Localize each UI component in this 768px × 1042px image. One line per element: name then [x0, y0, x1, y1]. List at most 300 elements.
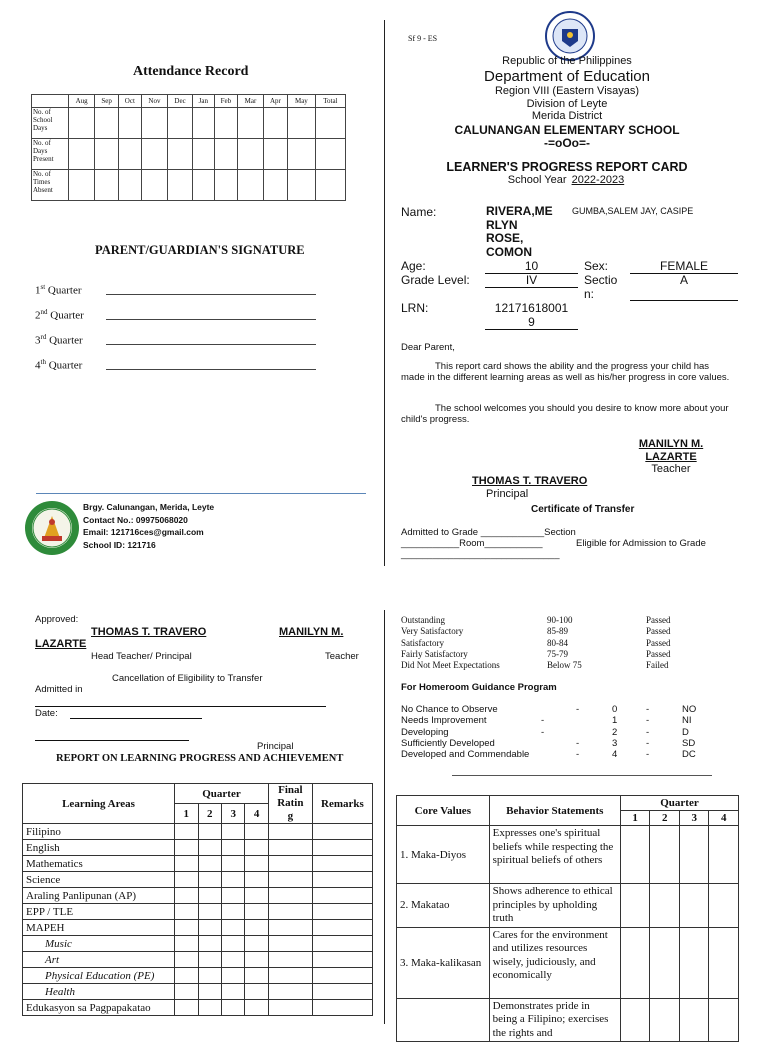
principal-label: Principal [257, 741, 294, 752]
attendance-row [32, 108, 346, 139]
attendance-cell [288, 108, 316, 139]
attendance-cell [214, 139, 238, 170]
school-id: School ID: 121716 [83, 539, 156, 550]
learner-name-line: COMON [486, 244, 532, 259]
lp-grade-cell [175, 984, 198, 1000]
lp-grade-cell [198, 904, 221, 920]
lp-quarter-header: 2 [198, 804, 221, 824]
lp-grade-cell [312, 904, 372, 920]
cv-col-quarter: Quarter [620, 796, 738, 811]
signature-line [106, 344, 316, 345]
cv-rating-cell [620, 884, 650, 928]
lp-grade-cell [268, 856, 312, 872]
lp-grade-cell [198, 920, 221, 936]
ornament: -=oOo=- [543, 135, 590, 150]
cv-rating-cell [620, 998, 650, 1042]
certificate-eligible: Eligible for Admission to Grade [576, 538, 706, 549]
grading-range: 90-100 [547, 615, 573, 625]
attendance-cell [263, 108, 287, 139]
lp-subject-name: Health [23, 984, 175, 1000]
attendance-cell [288, 170, 316, 201]
quarter-suffix: rd [40, 333, 47, 341]
district-text: Merida District [531, 110, 603, 122]
lp-grade-cell [175, 824, 198, 840]
republic-text: Republic of the Philippines [502, 55, 632, 67]
lp-grade-cell [245, 888, 268, 904]
attendance-cell [95, 170, 119, 201]
cv-behavior-statement: Shows adherence to ethical principles by upholding truth [489, 884, 620, 928]
homeroom-row [401, 738, 721, 749]
signature-quarter-label [35, 308, 103, 322]
certificate-title: Certificate of Transfer [531, 504, 635, 515]
lp-grade-cell [245, 952, 268, 968]
lp-grade-cell [221, 984, 244, 1000]
quarter-suffix: st [40, 283, 46, 291]
cv-rating-cell [679, 998, 709, 1042]
grading-scale-range [547, 615, 582, 671]
attendance-cell [69, 139, 95, 170]
attendance-month-header: Oct [118, 95, 141, 108]
quarter-suffix: th [40, 358, 46, 366]
lp-grade-cell [198, 952, 221, 968]
cv-rating-cell [620, 826, 650, 884]
cv-core-value [397, 998, 490, 1042]
principal-role: Principal [486, 488, 529, 500]
grade-value: IV [485, 273, 578, 288]
homeroom-title: For Homeroom Guidance Program [401, 682, 557, 693]
grading-range: Below 75 [547, 660, 582, 671]
form-code: Sf 9 - ES [408, 34, 438, 43]
homeroom-code: NO [682, 704, 697, 715]
lp-subject-row [23, 952, 373, 968]
name-label: Name: [401, 205, 437, 219]
homeroom-descriptor: Needs Improvement [401, 715, 487, 727]
lp-subject-row [23, 840, 373, 856]
lrn-label: LRN: [401, 301, 429, 315]
attendance-month-header: Aug [69, 95, 95, 108]
section-value: A [679, 273, 688, 287]
attendance-cell [238, 139, 264, 170]
lp-grade-cell [312, 856, 372, 872]
attendance-cell [168, 170, 193, 201]
age-value: 10 [485, 259, 578, 274]
attendance-cell [141, 108, 167, 139]
cv-rating-cell [709, 826, 739, 884]
cv-quarter-header: 1 [620, 811, 650, 826]
section-underline [630, 300, 738, 301]
lp-grade-cell [198, 840, 221, 856]
lp-grade-cell [175, 840, 198, 856]
teacher-name-line: MANILYN M. [638, 438, 704, 450]
attendance-cell [193, 108, 215, 139]
region-text: Region VIII (Eastern Visayas) [494, 85, 640, 97]
teacher-signature [620, 438, 722, 476]
attendance-month-header: Mar [238, 95, 264, 108]
lp-subject-name: Mathematics [23, 856, 175, 872]
lp-final-line: Ratin [277, 797, 304, 809]
cv-rating-cell [620, 927, 650, 998]
learning-progress-title: REPORT ON LEARNING PROGRESS AND ACHIEVEMENT [56, 753, 344, 764]
lp-subject-name: English [23, 840, 175, 856]
cv-row [397, 998, 739, 1042]
grading-scale-remark [646, 615, 671, 671]
homeroom-row [401, 715, 721, 726]
lp-grade-cell [245, 936, 268, 952]
teacher-role: Teacher [651, 463, 691, 475]
cv-core-value: 3. Maka-kalikasan [397, 927, 490, 998]
certificate-admitted: Admitted to Grade ____________Section [401, 527, 576, 538]
attendance-cell [315, 139, 345, 170]
attendance-cell [118, 170, 141, 201]
core-values-table [396, 795, 739, 1042]
lp-quarter-header: 1 [175, 804, 198, 824]
learner-name-overlay: GUMBA,SALEM JAY, CASIPE [572, 206, 694, 216]
lp-grade-cell [175, 888, 198, 904]
signature-line [106, 369, 316, 370]
lp-subject-row [23, 968, 373, 984]
cv-rating-cell [709, 927, 739, 998]
card-title: LEARNER'S PROGRESS REPORT CARD [446, 159, 688, 174]
lp-grade-cell [312, 920, 372, 936]
homeroom-descriptor: Sufficiently Developed [401, 737, 495, 749]
lp-col-quarter: Quarter [175, 784, 269, 804]
lp-grade-cell [312, 968, 372, 984]
attendance-month-header: Total [315, 95, 345, 108]
lp-grade-cell [245, 968, 268, 984]
attendance-cell [214, 170, 238, 201]
section-label-line: Sectio [584, 273, 618, 287]
lp-grade-cell [268, 840, 312, 856]
lp-grade-cell [175, 952, 198, 968]
lp-grade-cell [245, 856, 268, 872]
lp-subject-row [23, 824, 373, 840]
attendance-cell [69, 108, 95, 139]
attendance-row [32, 170, 346, 201]
sex-value: FEMALE [630, 259, 738, 274]
grading-descriptor: Did Not Meet Expectations [401, 660, 500, 671]
attendance-cell [118, 108, 141, 139]
lp-grade-cell [245, 920, 268, 936]
cv-rating-cell [709, 884, 739, 928]
lp-grade-cell [268, 888, 312, 904]
signature-line [106, 294, 316, 295]
certificate-room: ___________Room___________ [401, 538, 543, 549]
grading-range: 85-89 [547, 626, 568, 637]
lp-grade-cell [312, 824, 372, 840]
lp-grade-cell [175, 856, 198, 872]
deped-seal [545, 11, 595, 61]
quarter-number: 4 [35, 359, 41, 372]
lp-grade-cell [312, 984, 372, 1000]
attendance-corner [32, 95, 69, 108]
attendance-cell [141, 170, 167, 201]
school-name: CALUNANGAN ELEMENTARY SCHOOL [454, 122, 680, 137]
lp-subject-row [23, 920, 373, 936]
signature-quarter-label [35, 333, 103, 347]
school-address: Brgy. Calunangan, Merida, Leyte [83, 502, 215, 512]
lp-grade-cell [221, 920, 244, 936]
page-divider-top [384, 20, 385, 566]
admitted-in-line [35, 706, 326, 707]
lp-grade-cell [175, 920, 198, 936]
lp-col-area: Learning Areas [23, 784, 175, 824]
attendance-month-header: Sep [95, 95, 119, 108]
cv-quarter-header: 3 [679, 811, 709, 826]
lp-col-remarks: Remarks [312, 784, 372, 824]
lp-grade-cell [245, 984, 268, 1000]
lp-subject-row [23, 984, 373, 1000]
cv-rating-cell [650, 884, 680, 928]
attendance-month-header: Feb [214, 95, 238, 108]
cv-quarter-header: 4 [709, 811, 739, 826]
attendance-month-header: May [288, 95, 316, 108]
lp-subject-name: Filipino [23, 824, 175, 840]
lp-grade-cell [221, 1000, 244, 1016]
lp-header-row-1 [23, 784, 373, 804]
school-seal [24, 500, 80, 556]
signature-quarter-label [35, 283, 103, 297]
lp-quarter-header: 3 [221, 804, 244, 824]
school-header [397, 55, 737, 187]
lp-grade-cell [245, 872, 268, 888]
grade-label: Grade Level: [401, 273, 470, 287]
lp-grade-cell [312, 1000, 372, 1016]
grading-descriptor: Outstanding [401, 615, 445, 625]
grading-remark: Passed [646, 637, 671, 648]
lp-grade-cell [221, 872, 244, 888]
cv-col-core: Core Values [397, 796, 490, 826]
homeroom-value: 4 [612, 749, 618, 761]
school-year-line [397, 174, 737, 187]
quarter-word: Quarter [50, 309, 84, 322]
lp-grade-cell [268, 968, 312, 984]
lp-grade-cell [221, 888, 244, 904]
homeroom-scale [401, 704, 721, 760]
attendance-cell [288, 139, 316, 170]
grading-descriptor: Very Satisfactory [401, 626, 464, 637]
quarter-word: Quarter [47, 284, 82, 297]
signature-quarter-row [35, 283, 103, 297]
certificate-blank: ______________________________ [401, 549, 560, 560]
lp-grade-cell [245, 824, 268, 840]
lp-grade-cell [221, 904, 244, 920]
signature-quarter-row [35, 308, 103, 322]
lp-grade-cell [198, 856, 221, 872]
lp-subject-row [23, 872, 373, 888]
quarter-word: Quarter [49, 334, 83, 347]
homeroom-code: SD [682, 737, 696, 749]
lp-grade-cell [221, 840, 244, 856]
attendance-cell [69, 170, 95, 201]
attendance-cell [118, 139, 141, 170]
homeroom-row [401, 704, 721, 715]
homeroom-dash: - [646, 704, 650, 715]
principal-sign-line [35, 740, 189, 741]
homeroom-descriptor: Developing [401, 726, 449, 738]
lp-grade-cell [175, 872, 198, 888]
homeroom-value: 3 [612, 737, 618, 749]
school-contact-block [83, 501, 214, 551]
lp-subject-row [23, 888, 373, 904]
letter-paragraph-1: This report card shows the ability and the progress your child has made in the different learning areas as well as his/her progress in core values. [401, 361, 730, 384]
section-label [584, 273, 617, 301]
homeroom-descriptor: Developed and Commendable [401, 749, 530, 761]
page-divider-bottom [384, 610, 385, 1024]
principal-name: THOMAS T. TRAVERO [472, 475, 588, 487]
date-line [70, 718, 202, 719]
grading-descriptor: Fairly Satisfactory [401, 648, 468, 659]
cv-rating-cell [679, 884, 709, 928]
signature-quarter-row [35, 333, 103, 347]
lp-grade-cell [198, 888, 221, 904]
homeroom-dash: - [576, 737, 580, 749]
homeroom-row [401, 727, 721, 738]
attendance-title: Attendance Record [133, 64, 249, 79]
homeroom-dash: - [646, 749, 650, 761]
lp-grade-cell [198, 968, 221, 984]
homeroom-code: DC [682, 749, 696, 761]
quarter-number: 3 [35, 334, 41, 347]
quarter-suffix: nd [40, 308, 48, 316]
learner-name-line: ROSE, [486, 231, 524, 245]
cv-row [397, 927, 739, 998]
age-label: Age: [401, 259, 426, 273]
lp-grade-cell [198, 824, 221, 840]
attendance-row-label: No. of Days Present [32, 139, 69, 170]
attendance-cell [95, 108, 119, 139]
cv-core-value: 2. Makatao [397, 884, 490, 928]
attendance-month-header: Dec [168, 95, 193, 108]
lp-grade-cell [268, 920, 312, 936]
attendance-table [31, 94, 346, 201]
date-label: Date: [35, 708, 58, 719]
lp-subject-name: Music [23, 936, 175, 952]
lp-final-line: g [287, 810, 294, 822]
grading-range: 80-84 [547, 637, 568, 648]
signature-line [106, 319, 316, 320]
lp-grade-cell [312, 936, 372, 952]
attendance-cell [315, 108, 345, 139]
divider-line [36, 493, 366, 494]
lp-grade-cell [221, 856, 244, 872]
attendance-cell [238, 170, 264, 201]
lp-subject-row [23, 1000, 373, 1016]
lp-grade-cell [312, 952, 372, 968]
cv-rating-cell [650, 998, 680, 1042]
lp-grade-cell [268, 872, 312, 888]
homeroom-row [401, 749, 721, 760]
lp-subject-row [23, 856, 373, 872]
homeroom-dash: - [576, 749, 580, 761]
attendance-cell [263, 139, 287, 170]
approval-teacher-name-2: LAZARTE [35, 638, 87, 650]
homeroom-dash: - [646, 715, 650, 727]
lp-subject-name: Araling Panlipunan (AP) [23, 888, 175, 904]
division-text: Division of Leyte [526, 97, 608, 110]
quarter-number: 1 [35, 284, 41, 297]
lp-grade-cell [198, 984, 221, 1000]
lp-grade-cell [268, 824, 312, 840]
lp-grade-cell [245, 840, 268, 856]
school-contact: Contact No.: 09975068020 [83, 514, 188, 525]
approval-teacher-name-1: MANILYN M. [279, 626, 344, 638]
learner-name-line: RLYN [486, 217, 518, 232]
department-text: Department of Education [484, 68, 650, 85]
school-year-label: School Year [507, 173, 567, 186]
school-email: Email: 121716ces@gmail.com [83, 527, 204, 537]
attendance-cell [238, 108, 264, 139]
approval-principal-name: THOMAS T. TRAVERO [91, 626, 207, 638]
lp-grade-cell [312, 872, 372, 888]
lp-subject-name: Physical Education (PE) [23, 968, 175, 984]
cv-rating-cell [650, 927, 680, 998]
quarter-number: 2 [35, 309, 41, 322]
cv-behavior-statement: Expresses one's spiritual beliefs while respecting the spiritual beliefs of others [489, 826, 620, 884]
cancellation-title: Cancellation of Eligibility to Transfer [112, 673, 263, 684]
lp-subject-row [23, 936, 373, 952]
attendance-cell [95, 139, 119, 170]
lrn-value [485, 301, 578, 330]
lp-grade-cell [175, 904, 198, 920]
cv-behavior-statement: Cares for the environment and utilizes resources wisely, judiciously, and economically [489, 927, 620, 998]
learner-name-line: RIVERA,ME [486, 204, 553, 218]
attendance-cell [263, 170, 287, 201]
lp-col-final [268, 784, 312, 824]
lp-grade-cell [198, 1000, 221, 1016]
cv-rating-cell [679, 927, 709, 998]
hidden-heading-line [452, 775, 712, 776]
lrn-line: 9 [528, 315, 535, 329]
approval-teacher-role: Teacher [325, 651, 359, 662]
grading-remark: Passed [646, 615, 671, 625]
attendance-month-header: Jan [193, 95, 215, 108]
lp-grade-cell [221, 936, 244, 952]
lp-grade-cell [175, 968, 198, 984]
grading-remark: Passed [646, 648, 671, 659]
homeroom-dash: - [576, 704, 580, 715]
cv-rating-cell [679, 826, 709, 884]
lp-subject-name: Art [23, 952, 175, 968]
attendance-month-header: Nov [141, 95, 167, 108]
lp-grade-cell [245, 1000, 268, 1016]
letter-paragraph-2: The school welcomes you should you desire to know more about your child's progress. [401, 403, 729, 426]
grading-remark: Failed [646, 660, 669, 671]
grading-descriptor: Satisfactory [401, 637, 444, 648]
lp-subject-name: EPP / TLE [23, 904, 175, 920]
grading-scale-desc [401, 615, 500, 671]
lp-grade-cell [198, 936, 221, 952]
lp-grade-cell [312, 888, 372, 904]
attendance-row-label: No. of School Days [32, 108, 69, 139]
cv-row [397, 826, 739, 884]
cv-header-row-1 [397, 796, 739, 811]
cv-rating-cell [650, 826, 680, 884]
attendance-cell [214, 108, 238, 139]
lp-grade-cell [221, 968, 244, 984]
section-label-line: n: [584, 287, 595, 301]
approved-label: Approved: [35, 614, 79, 625]
admitted-in-label: Admitted in [35, 684, 83, 695]
homeroom-code: D [682, 726, 689, 738]
signature-quarter-label [35, 358, 103, 372]
attendance-cell [168, 139, 193, 170]
attendance-month-header: Apr [263, 95, 287, 108]
homeroom-descriptor: No Chance to Observe [401, 704, 498, 715]
lp-grade-cell [268, 984, 312, 1000]
attendance-row-label: No. of Times Absent [32, 170, 69, 201]
teacher-name-line: LAZARTE [645, 450, 697, 463]
homeroom-dash: - [541, 726, 545, 738]
